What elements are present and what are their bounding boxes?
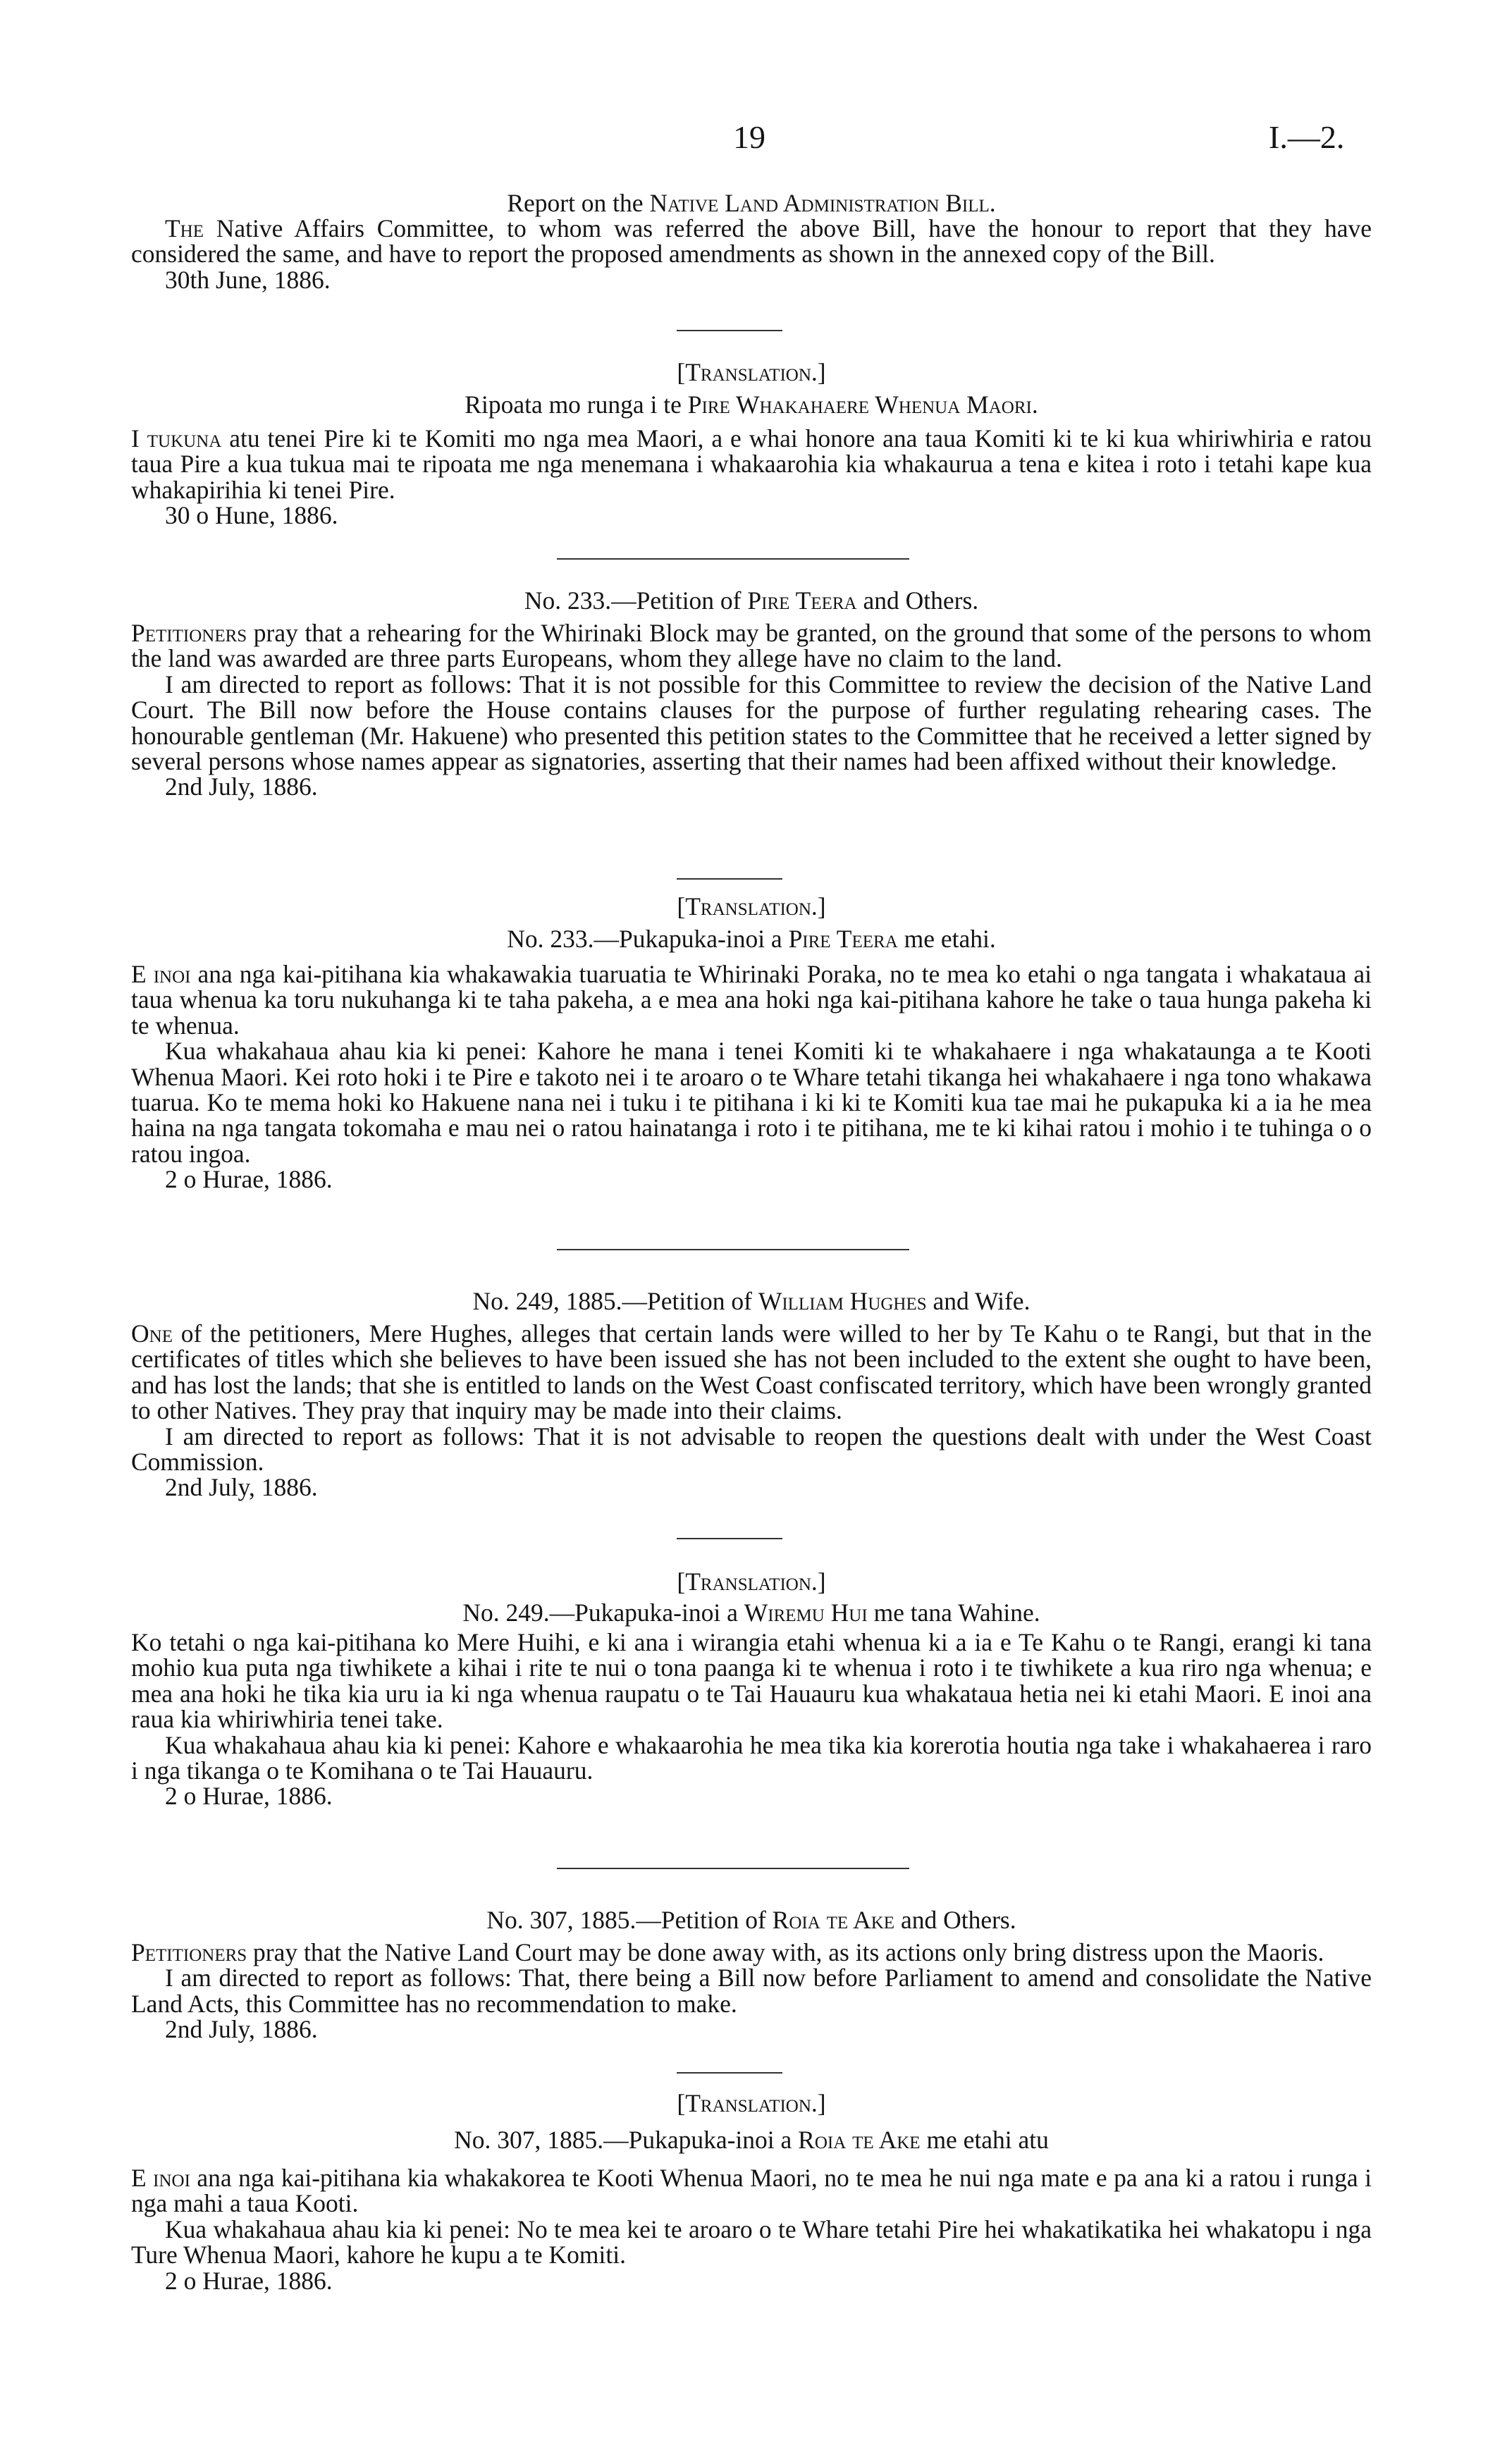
- petition-307-title: No. 307, 1885.—Petition of Roia te Ake and Others.: [486, 1906, 1016, 1934]
- page-number: 19: [733, 119, 765, 155]
- petition-249-title: No. 249, 1885.—Petition of William Hughes and Wife.: [472, 1287, 1031, 1315]
- petition-249-translation-date: 2 o Hurae, 1886.: [165, 1782, 333, 1811]
- petition-233-date: 2nd July, 1886.: [165, 772, 318, 801]
- section-divider: [677, 878, 782, 880]
- petition-233-translation-response: Kua whakahaua ahau kia ki penei: Kahore he mana i tenei Komiti ki te whakahaere i nga whakataunga a te Kooti Whenua Maori. Kei roto hoki i te Pire e takoto nei i te aroaro o te Whare tetahi tikanga hei whakahaere i nga tono whakawa tuarua. Ko te mema hoki ko Hakuene nana nei i tuku i te pitihana i ki ki te Komiti kua tae mai he pukapuka ki a ia he mea haina na nga tangata tokomaha e mau nei o ratou hainatanga i roto i te pitihana, me te ki kihai ratou i mohio i te tuhinga o o ratou ingoa.: [131, 1037, 1372, 1168]
- section-divider: [557, 1868, 909, 1869]
- report-translation-body: I tukuna atu tenei Pire ki te Komiti mo nga mea Maori, a e whai honore ana taua Komiti ki te ki kua whiriwhiria e ratou taua Pire a kua tukua mai te ripoata me nga menemana i whakaarohia kia whakaurua a tena e kitea i roto i tetahi kape kua whakapirihia ki tenei Pire.: [131, 424, 1372, 504]
- petition-249-translation-section: [131, 1630, 1372, 1809]
- petition-249-translation-response: Kua whakahaua ahau kia ki penei: Kahore e whakaarohia he mea tika kia korerotia houtia nga take i whakahaerea i raro i nga tikanga o te Komihana o te Tai Hauauru.: [131, 1730, 1372, 1785]
- report-body: The Native Affairs Committee, to whom was referred the above Bill, have the honour to report that they have considered the same, and have to report the proposed amendments as shown in the annexed copy of the Bill.: [131, 214, 1372, 269]
- section-divider: [677, 330, 782, 331]
- report-translation-section: [131, 426, 1372, 529]
- petition-249-translation-title: No. 249.—Pukapuka-inoi a Wiremu Hui me tana Wahine.: [462, 1598, 1040, 1627]
- petition-233-translation-date: 2 o Hurae, 1886.: [165, 1165, 333, 1194]
- petition-307-translation-title: No. 307, 1885.—Pukapuka-inoi a Roia te Ake me etahi atu: [454, 2126, 1049, 2154]
- translation-label: [Translation.]: [677, 1567, 826, 1596]
- petition-307-body: Petitioners pray that the Native Land Court may be done away with, as its actions only bring distress upon the Maoris.: [131, 1938, 1324, 1966]
- petition-307-response: I am directed to report as follows: That, there being a Bill now before Parliament to amend and consolidate the Native Land Acts, this Committee has no recommendation to make.: [131, 1964, 1372, 2018]
- report-title: Report on the Native Land Administration Bill.: [507, 189, 996, 217]
- petition-249-section: [131, 1321, 1372, 1501]
- report-date: 30th June, 1886.: [165, 265, 331, 294]
- petition-233-response: I am directed to report as follows: That it is not possible for this Committee to review the decision of the Native Land Court. The Bill now before the House contains clauses for the purpose of further regulating rehearing cases. The honourable gentleman (Mr. Hakuene) who presented this petition states to the Committee that he received a letter signed by several persons whose names appear as signatories, asserting that their names had been affixed without their knowledge.: [131, 670, 1372, 776]
- petition-233-section: [131, 620, 1372, 800]
- petition-233-translation-title: No. 233.—Pukapuka-inoi a Pire Teera me etahi.: [507, 925, 996, 953]
- petition-233-translation-body: E inoi ana nga kai-pitihana kia whakawakia tuaruatia te Whirinaki Poraka, no te mea ko etahi o nga tangata i whakataua ai taua whenua ka toru nukuhanga ki te taha pakeha, a e mea ana hoki nga kai-pitihana kahore he take o taua hunga pakeha ki te whenua.: [131, 960, 1372, 1040]
- section-divider: [557, 1249, 909, 1250]
- section-divider: [677, 1538, 782, 1539]
- petition-249-body: One of the petitioners, Mere Hughes, alleges that certain lands were willed to her by Te Kahu o te Rangi, but that in the certificates of titles which she believes to have been issued she has not been included to the extent she ought to have been, and has lost the lands; that she is entitled to lands on the West Coast confiscated territory, which have been wrongly granted to other Natives. They pray that inquiry may be made into their claims.: [131, 1319, 1372, 1425]
- report-translation-title: Ripoata mo runga i te Pire Whakahaere Whenua Maori.: [465, 390, 1038, 419]
- section-divider: [677, 2072, 782, 2074]
- translation-label: [Translation.]: [677, 2089, 826, 2117]
- petition-233-title: No. 233.—Petition of Pire Teera and Others.: [524, 586, 979, 615]
- petition-249-date: 2nd July, 1886.: [165, 1473, 318, 1502]
- petition-307-date: 2nd July, 1886.: [165, 2015, 318, 2044]
- report-section: [131, 216, 1372, 292]
- petition-307-section: [131, 1940, 1372, 2043]
- section-divider: [557, 558, 909, 560]
- petition-307-translation-response: Kua whakahaua ahau kia ki penei: No te mea kei te aroaro o te Whare tetahi Pire hei whakatikatika hei whakatopu i nga Ture Whenua Maori, kahore he kupu a te Komiti.: [131, 2214, 1372, 2269]
- petition-307-translation-section: [131, 2165, 1372, 2293]
- report-translation-date: 30 o Hune, 1886.: [165, 501, 338, 530]
- petition-307-translation-body: E inoi ana nga kai-pitihana kia whakakorea te Kooti Whenua Maori, no te mea he nui nga mate e pa ana ki a ratou i runga i nga mahi a taua Kooti.: [131, 2164, 1372, 2218]
- petition-233-translation-section: [131, 961, 1372, 1193]
- petition-249-translation-body: Ko tetahi o nga kai-pitihana ko Mere Huihi, e ki ana i wirangia etahi whenua ki a ia e Te Kahu o te Rangi, erangi ki tana mohio kua puta nga tiwhikete a kihai i rite te nui o tona paanga ki te whenua i roto i te tiwhikete a kua riro nga whenua; e mea ana hoki he tika kia uru ia ki nga whenua raupatu o te Tai Hauauru kua whakataua hetia nei ki etahi Maori. E inoi ana raua kia whiriwhiria tenei take.: [131, 1628, 1372, 1734]
- session-reference: I.—2.: [1269, 119, 1345, 155]
- translation-label: [Translation.]: [677, 892, 826, 920]
- translation-label: [Translation.]: [677, 358, 826, 386]
- petition-233-body: Petitioners pray that a rehearing for the Whirinaki Block may be granted, on the ground that some of the persons to whom the land was awarded are three parts Europeans, whom they allege have no claim to the land.: [131, 619, 1372, 673]
- petition-249-response: I am directed to report as follows: That it is not advisable to reopen the questions dealt with under the West Coast Commission.: [131, 1422, 1372, 1477]
- petition-307-translation-date: 2 o Hurae, 1886.: [165, 2266, 333, 2295]
